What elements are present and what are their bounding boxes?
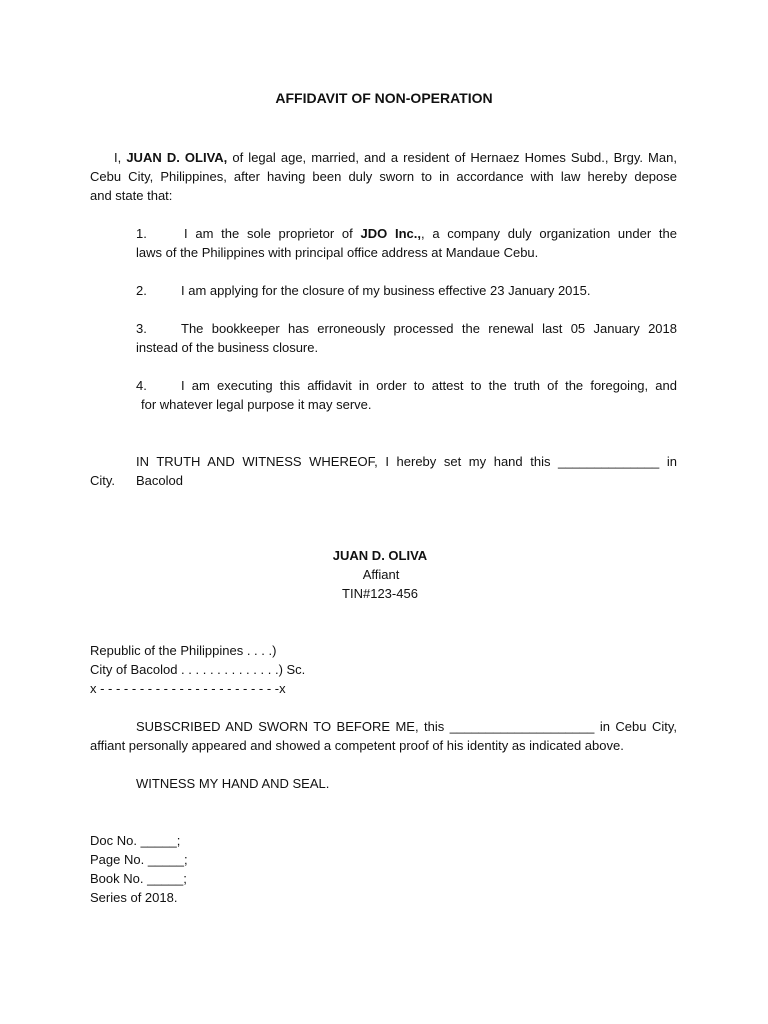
intro-line-1-rest: of legal age, married, and a resident of Hernaez Homes Subd., Brgy. Man, bbox=[232, 150, 677, 165]
book-number: Book No. _____; bbox=[90, 871, 187, 886]
witness-hand-seal: WITNESS MY HAND AND SEAL. bbox=[136, 776, 330, 791]
item-3-line-1 bbox=[136, 319, 677, 338]
signature-tin: TIN#123-456 bbox=[342, 586, 418, 601]
document-title: AFFIDAVIT OF NON-OPERATION bbox=[275, 90, 493, 106]
venue-line-2: City of Bacolod . . . . . . . . . . . . . .) Sc. bbox=[90, 662, 306, 677]
item-1-text-post: , a company duly organization under the bbox=[420, 226, 677, 241]
company-name: JDO Inc., bbox=[360, 226, 421, 241]
item-4-line-1 bbox=[136, 376, 677, 395]
venue-line-3: x - - - - - - - - - - - - - - - - - - - - - - -x bbox=[90, 681, 286, 696]
intro-line-1 bbox=[90, 148, 677, 167]
venue-line-1: Republic of the Philippines . . . .) bbox=[90, 643, 277, 658]
item-3-line-2: instead of the business closure. bbox=[136, 340, 319, 355]
jurat-line-2: affiant personally appeared and showed a competent proof of his identity as indicated above. bbox=[90, 738, 624, 753]
item-1-text-pre: I am the sole proprietor of bbox=[184, 226, 353, 241]
item-2-text: I am applying for the closure of my business effective 23 January 2015. bbox=[181, 283, 591, 298]
item-4-line-2: for whatever legal purpose it may serve. bbox=[141, 397, 372, 412]
item-2-line-1 bbox=[136, 281, 591, 300]
item-1-line-1 bbox=[136, 224, 677, 243]
signature-name: JUAN D. OLIVA bbox=[332, 548, 428, 563]
item-2-number: 2. bbox=[136, 283, 147, 298]
affiant-name-inline: JUAN D. OLIVA, bbox=[126, 150, 228, 165]
page-number: Page No. _____; bbox=[90, 852, 188, 867]
item-1-line-2: laws of the Philippines with principal office address at Mandaue Cebu. bbox=[136, 245, 539, 260]
intro-line-2: Cebu City, Philippines, after having been duly sworn to in accordance with law hereby depose bbox=[90, 169, 677, 184]
witness-line-2: City. bbox=[90, 473, 116, 488]
item-1-number: 1. bbox=[136, 226, 147, 241]
intro-line-3: and state that: bbox=[90, 188, 173, 203]
item-4-text: I am executing this affidavit in order to attest to the truth of the foregoing, and bbox=[181, 378, 677, 393]
jurat-line-1: SUBSCRIBED AND SWORN TO BEFORE ME, this ____________________ in Cebu City, bbox=[136, 719, 677, 734]
signature-role: Affiant bbox=[362, 567, 400, 582]
doc-number: Doc No. _____; bbox=[90, 833, 181, 848]
intro-lead: I, bbox=[114, 150, 122, 165]
series-year: Series of 2018. bbox=[90, 890, 178, 905]
item-3-text: The bookkeeper has erroneously processed the renewal last 05 January 2018 bbox=[181, 321, 677, 336]
item-4-number: 4. bbox=[136, 378, 147, 393]
witness-line-1: IN TRUTH AND WITNESS WHEREOF, I hereby set my hand this ______________ in Bacolod bbox=[136, 454, 677, 488]
item-3-number: 3. bbox=[136, 321, 147, 336]
